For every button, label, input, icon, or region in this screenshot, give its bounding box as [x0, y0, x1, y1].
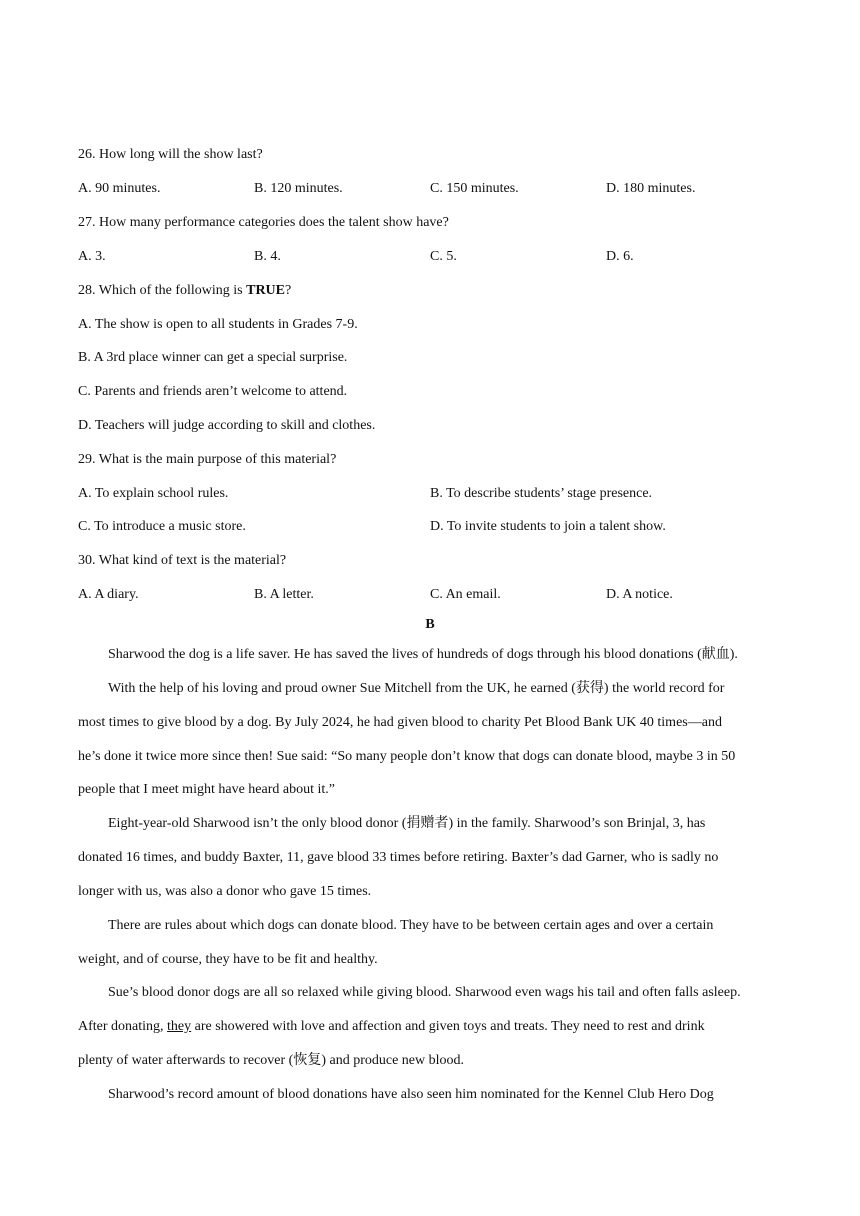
passage-line: There are rules about which dogs can donate blood. They have to be between certain ages and over a certain [108, 918, 714, 933]
question-26-stem: 26. How long will the show last? [78, 147, 263, 162]
passage-text: are showered with love and affection and given toys and treats. They need to rest and drink [191, 1019, 705, 1034]
question-28-stem-text: 28. Which of the following is [78, 283, 247, 298]
question-27-option-a: A. 3. [78, 249, 106, 264]
question-30-option-b: B. A letter. [254, 587, 314, 602]
question-26-option-b: B. 120 minutes. [254, 181, 343, 196]
question-27-option-d: D. 6. [606, 249, 634, 264]
passage-line: With the help of his loving and proud owner Sue Mitchell from the UK, he earned (获得) the world record for [108, 681, 725, 696]
passage-line: most times to give blood by a dog. By July 2024, he had given blood to charity Pet Blood Bank UK 40 times—and [78, 715, 722, 730]
passage-text: After donating, [78, 1019, 168, 1034]
underlined-word: they [167, 1019, 192, 1034]
question-27-option-c: C. 5. [430, 249, 457, 264]
question-28-option-b: B. A 3rd place winner can get a special surprise. [78, 350, 348, 365]
question-27-stem: 27. How many performance categories does the talent show have? [78, 215, 449, 230]
question-29-stem: 29. What is the main purpose of this material? [78, 452, 337, 467]
question-30-option-d: D. A notice. [606, 587, 673, 602]
question-28-option-a: A. The show is open to all students in Grades 7-9. [78, 317, 358, 332]
question-29-option-c: C. To introduce a music store. [78, 519, 246, 534]
question-28-stem-end: ? [285, 283, 292, 298]
question-28-option-d: D. Teachers will judge according to skill and clothes. [78, 418, 376, 433]
passage-line: weight, and of course, they have to be fit and healthy. [78, 952, 378, 967]
passage-line: people that I meet might have heard about it.” [78, 782, 335, 797]
question-29-option-b: B. To describe students’ stage presence. [430, 486, 653, 501]
passage-line: longer with us, was also a donor who gave 15 times. [78, 884, 372, 899]
question-30-stem: 30. What kind of text is the material? [78, 553, 287, 568]
passage-line: Sharwood the dog is a life saver. He has saved the lives of hundreds of dogs through his blood donations (献血). [108, 647, 738, 662]
passage-line: Eight-year-old Sharwood isn’t the only blood donor (捐赠者) in the family. Sharwood’s son Brinjal, 3, has [108, 816, 706, 831]
passage-line [78, 1017, 790, 1037]
question-26-option-d: D. 180 minutes. [606, 181, 696, 196]
question-30-option-c: C. An email. [430, 587, 501, 602]
question-28-stem-emphasis: TRUE [246, 283, 286, 298]
question-29-option-a: A. To explain school rules. [78, 486, 229, 501]
question-29-option-d: D. To invite students to join a talent show. [430, 519, 666, 534]
passage-line: he’s done it twice more since then! Sue said: “So many people don’t know that dogs can donate blood, maybe 3 in 50 [78, 749, 736, 764]
question-28-option-c: C. Parents and friends aren’t welcome to attend. [78, 384, 348, 399]
section-b-title: B [425, 617, 435, 632]
passage-line: Sharwood’s record amount of blood donations have also seen him nominated for the Kennel Club Hero Dog [108, 1087, 714, 1102]
question-30-option-a: A. A diary. [78, 587, 139, 602]
question-27-option-b: B. 4. [254, 249, 281, 264]
question-26-option-c: C. 150 minutes. [430, 181, 519, 196]
passage-line: plenty of water afterwards to recover (恢复) and produce new blood. [78, 1053, 465, 1068]
question-26-option-a: A. 90 minutes. [78, 181, 161, 196]
passage-line: Sue’s blood donor dogs are all so relaxed while giving blood. Sharwood even wags his tail and often falls asleep. [108, 985, 741, 1000]
question-28-stem [78, 281, 790, 301]
passage-line: donated 16 times, and buddy Baxter, 11, gave blood 33 times before retiring. Baxter’s dad Garner, who is sadly no [78, 850, 719, 865]
